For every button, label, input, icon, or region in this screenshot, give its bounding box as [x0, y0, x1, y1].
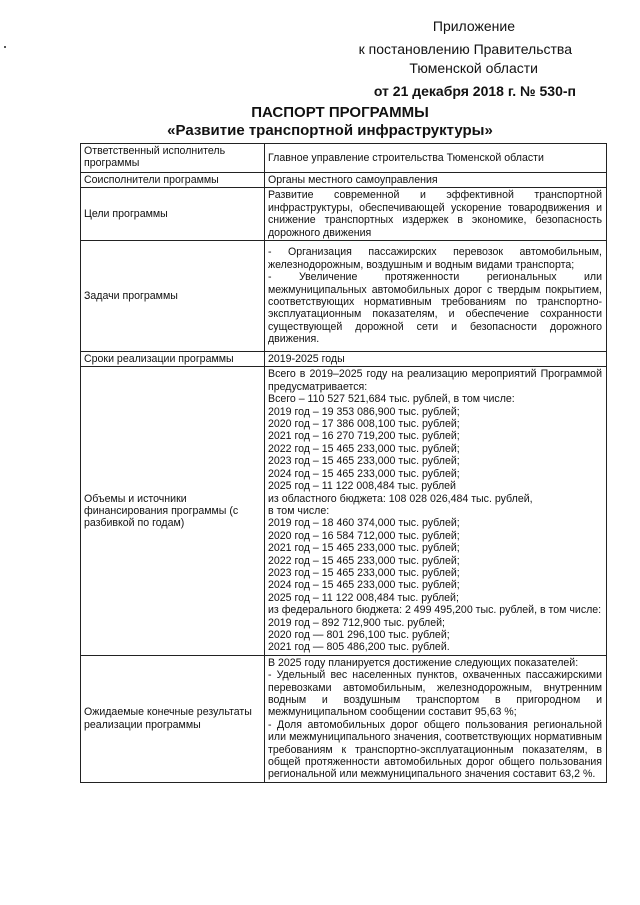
- region-name: Тюменской области: [409, 60, 538, 76]
- row-label: Объемы и источники финансирования программы (с разбивкой по годам): [81, 367, 265, 655]
- funding-line: 2020 год – 17 386 008,100 тыс. рублей;: [268, 418, 460, 431]
- resolution-ref: к постановлению Правительства: [358, 41, 572, 57]
- funding-line: в том числе:: [268, 504, 330, 517]
- document-title: ПАСПОРТ ПРОГРАММЫ: [251, 104, 429, 121]
- funding-line: 2020 год — 801 296,100 тыс. рублей;: [268, 628, 450, 641]
- row-value: [265, 367, 607, 655]
- funding-line: 2023 год – 15 465 233,000 тыс. рублей;: [268, 566, 460, 579]
- funding-line: 2022 год – 15 465 233,000 тыс. рублей;: [268, 442, 460, 455]
- funding-line: из областного бюджета: 108 028 026,484 тыс. рублей,: [268, 492, 533, 505]
- table-row: [81, 241, 607, 352]
- row-value: Главное управление строительства Тюменской области: [265, 144, 607, 173]
- row-label: Ответственный исполнитель программы: [81, 144, 265, 173]
- funding-line: 2021 год — 805 486,200 тыс. рублей.: [268, 641, 450, 654]
- row-value: [265, 655, 607, 782]
- funding-line: 2019 год – 18 460 374,000 тыс. рублей;: [268, 517, 460, 530]
- appendix-label: Приложение: [432, 18, 515, 34]
- row-value: Развитие современной и эффективной транспортной инфраструктуры, обеспечивающей ускорение товародвижения и снижение транспортных издержек в экономике, безопасность дорожного движения: [265, 188, 607, 241]
- row-label: Ожидаемые конечные результаты реализации программы: [81, 655, 265, 782]
- funding-line: 2025 год – 11 122 008,484 тыс. рублей;: [268, 591, 459, 604]
- result-item: - Удельный вес населенных пунктов, охваченных пассажирскими перевозками автомобильным, железнодорожным, внутренним водным и воздушным транспортом в пригородном и межмуниципальном сообщении составит 95,63 %;: [268, 669, 602, 719]
- funding-line: Всего в 2019–2025 году на реализацию мероприятий Программой предусматривается:: [268, 368, 602, 393]
- funding-line: 2024 год – 15 465 233,000 тыс. рублей;: [268, 467, 460, 480]
- row-label: Цели программы: [81, 188, 265, 241]
- row-value: [265, 241, 607, 352]
- funding-line: 2021 год – 16 270 719,200 тыс. рублей;: [268, 430, 460, 443]
- table-row: [81, 655, 607, 782]
- funding-line: 2019 год – 892 712,900 тыс. рублей;: [268, 616, 445, 629]
- scan-speck: [4, 46, 6, 48]
- funding-line: Всего – 110 527 521,684 тыс. рублей, в том числе:: [268, 393, 515, 406]
- funding-line: 2022 год – 15 465 233,000 тыс. рублей;: [268, 554, 460, 567]
- program-name: «Развитие транспортной инфраструктуры»: [167, 122, 493, 139]
- passport-table: [80, 143, 607, 783]
- row-value: 2019-2025 годы: [265, 352, 607, 367]
- table-row: [81, 352, 607, 367]
- task-item: - Организация пассажирских перевозок автомобильным, железнодорожным, воздушным и водным видами транспорта;: [268, 246, 602, 271]
- funding-line: 2020 год – 16 584 712,000 тыс. рублей;: [268, 529, 460, 542]
- row-label: Сроки реализации программы: [81, 352, 265, 367]
- funding-line: 2024 год – 15 465 233,000 тыс. рублей;: [268, 579, 460, 592]
- table-row: [81, 144, 607, 173]
- funding-line: 2019 год – 19 353 086,900 тыс. рублей;: [268, 405, 460, 418]
- table-row: [81, 173, 607, 188]
- funding-line: из федерального бюджета: 2 499 495,200 тыс. рублей, в том числе:: [268, 604, 602, 617]
- funding-line: 2021 год – 15 465 233,000 тыс. рублей;: [268, 542, 460, 555]
- table-row: [81, 367, 607, 655]
- results-intro: В 2025 году планируется достижение следующих показателей:: [268, 656, 579, 669]
- result-item: - Доля автомобильных дорог общего пользования региональной или межмуниципального значения, соответствующих нормативным требованиям к транспортно-эксплуатационным показателям, в общей протяженности автомобильных дорог общего пользования региональной или межмуниципального значения составит 63,2 %.: [268, 718, 602, 781]
- resolution-date: от 21 декабря 2018 г. № 530-п: [373, 83, 576, 99]
- funding-line: 2025 год – 11 122 008,484 тыс. рублей: [268, 480, 456, 493]
- funding-line: 2023 год – 15 465 233,000 тыс. рублей;: [268, 455, 460, 468]
- row-label: Соисполнители программы: [81, 173, 265, 188]
- row-value: Органы местного самоуправления: [265, 173, 607, 188]
- task-item: - Увеличение протяженности региональных или межмуниципальных автомобильных дорог с твердым покрытием, соответствующих нормативным требованиям по транспортно-эксплуатационным показателям, и обеспечение сохранности существующей дорожной сети и безопасности дорожного движения.: [268, 271, 602, 346]
- row-label: Задачи программы: [81, 241, 265, 352]
- table-row: [81, 188, 607, 241]
